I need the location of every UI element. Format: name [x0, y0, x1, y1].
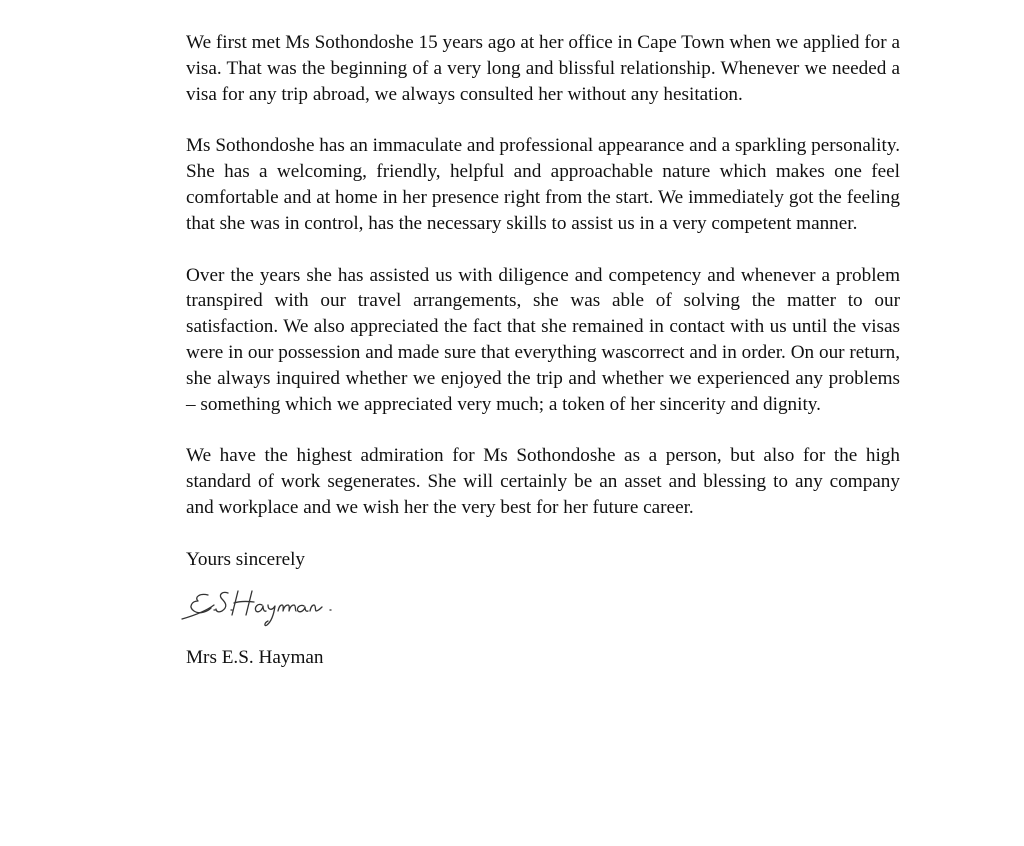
paragraph-admiration: We have the highest admiration for Ms Sothondoshe as a person, but also for the high standard of work segenerates. She will certainly be an asset and blessing to any company and workplace and we wish her the very best for her future career. [186, 445, 900, 518]
paragraph-assistance: Over the years she has assisted us with diligence and competency and whenever a problem transpired with our travel arrangements, she was able of solving the matter to our satisfaction. We also appreciated the fact that she remained in contact with us until the visas were in our possession and made sure that everything wascorrect and in order. On our return, she always inquired whether we enjoyed the trip and whether we experienced any problems – something which we appreciated very much; a token of her sincerity and dignity. [186, 264, 900, 415]
paragraph-appearance: Ms Sothondoshe has an immaculate and professional appearance and a sparkling personality. She has a welcoming, friendly, helpful and approachable nature which makes one feel comfortable and at home in her presence right from the start. We immediately got the feeling that she was in control, has the necessary skills to assist us in a very competent manner. [186, 135, 900, 234]
closing-salutation: Yours sincerely [186, 548, 306, 570]
signer-name: Mrs E.S. Hayman [186, 646, 324, 668]
letter-body [186, 30, 900, 670]
signature-image [178, 581, 338, 629]
paragraph-first-meeting: We first met Ms Sothondoshe 15 years ago at her office in Cape Town when we applied for a visa. That was the beginning of a very long and blissful relationship. Whenever we needed a visa for any trip abroad, we always consulted her without any hesitation. [186, 32, 900, 105]
